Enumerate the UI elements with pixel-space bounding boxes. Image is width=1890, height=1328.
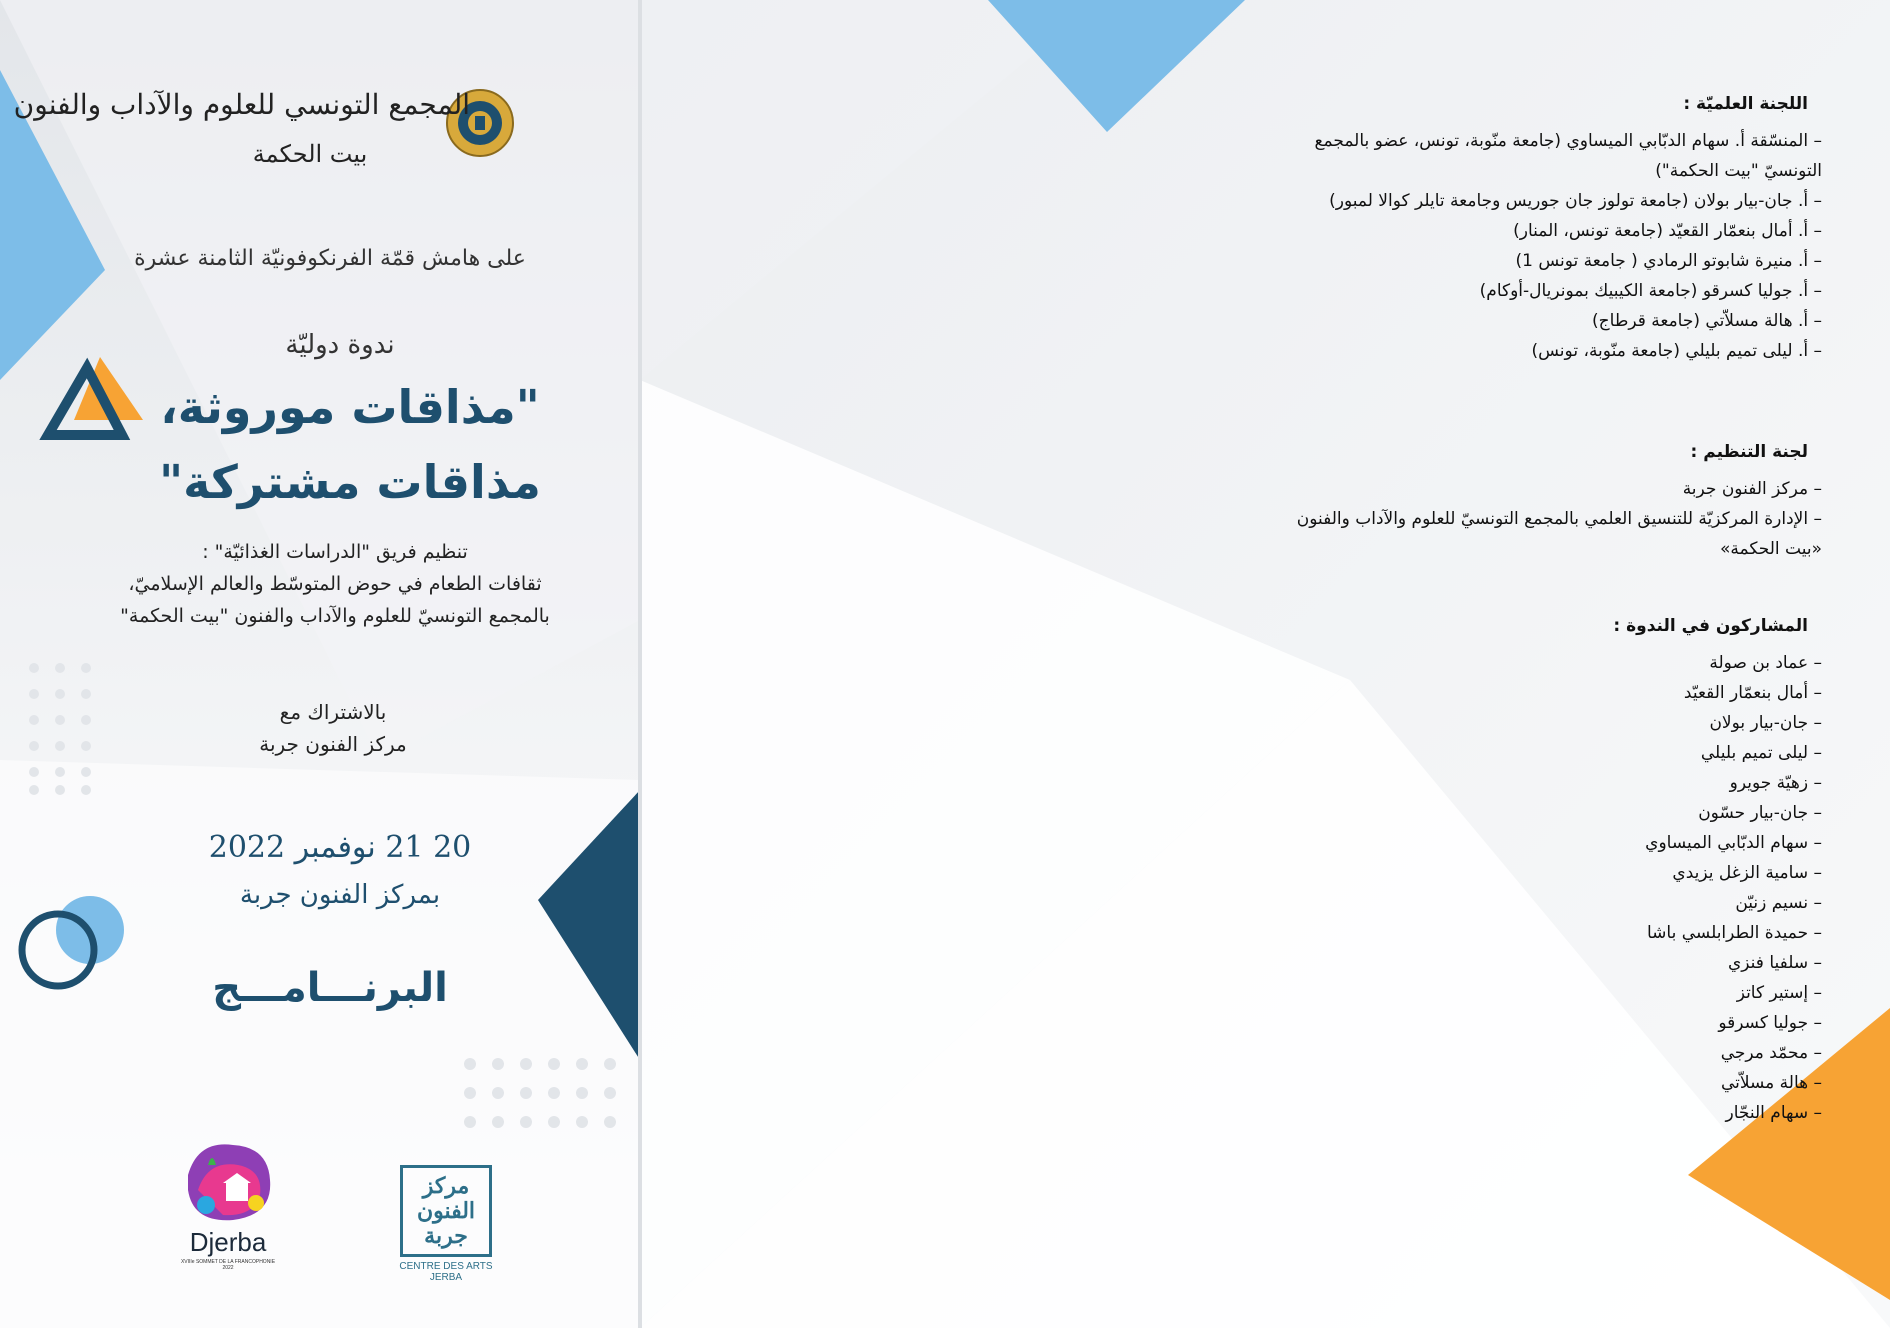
djerba-summit-logo [178,1135,278,1275]
partner-name: مركز الفنون جربة [259,732,407,756]
organizer-line-1: تنظيم فريق "الدراسات الغذائيّة" : [202,541,468,563]
programme-heading: البرنـــامـــج [212,965,448,1011]
francophonie-summit-line: على هامش قمّة الفرنكوفونيّة الثامنة عشرة [134,246,526,271]
list-item: – محمّد مرجي [1720,1043,1822,1063]
list-item: – سلفيا فنزي [1727,953,1822,973]
djerba-logo-word: Djerba [189,1227,267,1257]
participants-heading: المشاركون في الندوة : [1613,616,1808,636]
list-item: – نسيم زنيّن [1735,893,1822,913]
list-item: – الإدارة المركزيّة للتنسيق العلمي بالمجمع التونسيّ للعلوم والآداب والفنون «بيت الحكمة» [1296,509,1822,559]
list-item: – أ. جوليا كسرقو (جامعة الكيبيك بمونريال-أوكام) [1479,281,1822,301]
partnership-label: بالاشتراك مع [279,700,387,724]
djerba-logo-sub: XVIIIe SOMMET DE LA FRANCOPHONIE 2022 [180,1259,276,1271]
djerba-logo-icon [178,1135,278,1225]
arts-centre-logo [396,1165,500,1283]
list-item: – مركز الفنون جربة [1682,479,1822,499]
organizer-line-3: بالمجمع التونسيّ للعلوم والآداب والفنون "بيت الحكمة" [120,605,550,627]
organizer-line-2: ثقافات الطعام في حوض المتوسّط والعالم الإسلاميّ، [128,573,542,595]
list-item: – أ. أمال بنعمّار القعيّد (جامعة تونس، المنار) [1513,221,1822,241]
list-item: – جوليا كسرقو [1718,1013,1822,1033]
participants-list [1462,648,1822,1128]
list-item: – سامية الزغل يزيدي [1672,863,1822,883]
event-dates: 20 21 نوفمبر 2022 [208,830,472,865]
scientific-committee-heading: اللجنة العلميّة : [1683,94,1808,114]
academy-name: المجمع التونسي للعلوم والآداب والفنون [13,88,470,121]
organizing-committee-list [1292,474,1822,564]
scientific-committee-list [1302,126,1822,366]
list-item: – المنسّقة أ. سهام الدبّابي الميساوي (جامعة منّوبة، تونس، عضو بالمجمع التونسيّ "بيت الحكمة") [1314,131,1822,181]
list-item: – جان-بيار بولان [1709,713,1822,733]
symposium-label: ندوة دوليّة [285,330,395,360]
organizing-committee-heading: لجنة التنظيم : [1690,442,1808,462]
list-item: – أ. منيرة شابوتو الرمادي ( جامعة تونس 1) [1515,251,1822,271]
list-item: – ليلى تميم بليلي [1700,743,1822,763]
title-line-1: "مذاقات موروثة، [160,380,540,434]
list-item: – سهام النجّار [1725,1103,1822,1123]
list-item: – حميدة الطرابلسي باشا [1647,923,1822,943]
list-item: – إستير كاتز [1736,983,1822,1003]
list-item: – أ. هالة مسلاّتي (جامعة قرطاج) [1592,311,1822,331]
list-item: – زهيّة جويرو [1729,773,1822,793]
list-item: – سهام الدبّابي الميساوي [1645,833,1822,853]
list-item: – جان-بيار حسّون [1698,803,1822,823]
arts-centre-logo-word: مركز الفنون جربة [416,1173,476,1248]
list-item: – عماد بن صولة [1709,653,1822,673]
title-line-2: مذاقات مشتركة" [159,455,541,509]
list-item: – أ. ليلى تميم بليلي (جامعة منّوبة، تونس) [1531,341,1822,361]
arts-centre-logo-sub: CENTRE DES ARTS JERBA [399,1261,493,1283]
academy-subtitle: بيت الحكمة [252,140,368,168]
list-item: – أمال بنعمّار القعيّد [1683,683,1822,703]
list-item: – أ. جان-بيار بولان (جامعة تولوز جان جوريس وجامعة تايلر كوالا لمبور) [1329,191,1822,211]
event-venue: بمركز الفنون جربة [239,880,441,910]
list-item: – هالة مسلاّتي [1720,1073,1822,1093]
